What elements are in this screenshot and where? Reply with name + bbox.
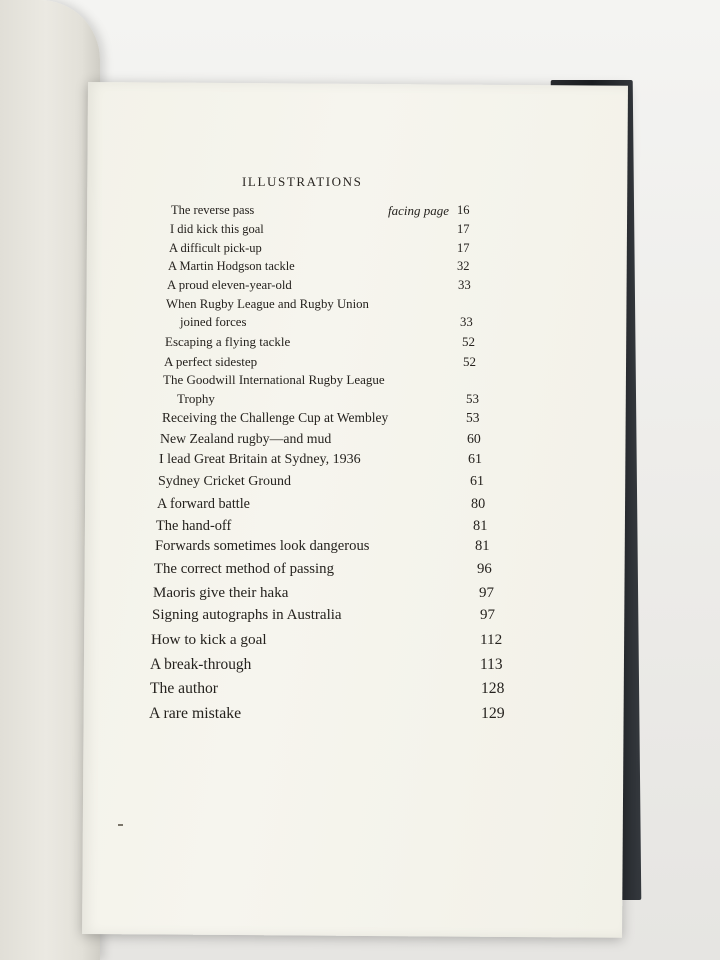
illustration-title: Escaping a flying tackle [165,334,291,349]
illustration-page-number: 53 [466,410,480,425]
illustration-title: Sydney Cricket Ground [158,474,291,489]
facing-page-label: facing page [388,203,450,218]
illustration-title: How to kick a goal [151,631,267,648]
illustration-title: joined forces [180,315,247,329]
illustration-title: New Zealand rugby—and mud [160,431,332,446]
illustration-page-number: 112 [480,631,503,648]
illustration-page-number: 16 [457,203,470,217]
illustration-page-number: 17 [457,241,470,255]
illustration-title: The correct method of passing [154,561,334,577]
illustration-page-number: 96 [477,561,492,577]
illustration-page-number: 97 [479,585,494,601]
illustration-title: Forwards sometimes look dangerous [155,538,370,554]
illustration-page-number: 80 [471,496,486,512]
illustration-page-number: 128 [481,680,505,697]
illustration-page-number: 33 [460,315,473,329]
illustration-page-number: 17 [457,222,470,236]
illustration-page-number: 113 [480,656,503,673]
illustration-page-number: 52 [463,354,476,369]
illustration-title: A perfect sidestep [164,354,258,369]
illustration-title: A Martin Hodgson tackle [168,259,295,273]
illustration-title: Trophy [177,391,215,406]
illustration-title: The Goodwill International Rugby League [163,372,385,387]
illustration-title: Receiving the Challenge Cup at Wembley [162,410,389,425]
illustration-title: A rare mistake [149,705,242,722]
illustration-page-number: 97 [480,607,495,623]
illustration-page-number: 61 [468,452,482,467]
illustration-title: I lead Great Britain at Sydney, 1936 [159,452,361,467]
illustration-title: Maoris give their haka [153,585,289,601]
illustration-title: I did kick this goal [170,222,264,236]
illustration-page-number: 129 [481,705,505,722]
illustration-title: The reverse pass [171,203,255,217]
illustration-page-number: 53 [466,391,479,406]
illustration-title: The hand-off [156,518,232,534]
illustration-title: A forward battle [157,496,250,512]
illustration-page-number: 33 [458,278,471,292]
illustrations-heading: ILLUSTRATIONS [242,174,363,189]
illustration-page-number: 60 [467,431,481,446]
illustration-page-number: 52 [462,334,475,349]
illustration-page-number: 61 [470,474,484,489]
page-speck [118,824,123,826]
illustration-title: The author [150,680,218,697]
illustration-title: A difficult pick-up [169,241,262,255]
illustration-title: A proud eleven-year-old [167,278,292,292]
illustration-page-number: 32 [457,259,470,273]
illustration-title: A break-through [150,656,252,673]
illustration-title: When Rugby League and Rugby Union [166,297,369,311]
illustration-title: Signing autographs in Australia [152,607,342,623]
illustration-page-number: 81 [475,538,490,554]
illustration-page-number: 81 [473,518,488,534]
